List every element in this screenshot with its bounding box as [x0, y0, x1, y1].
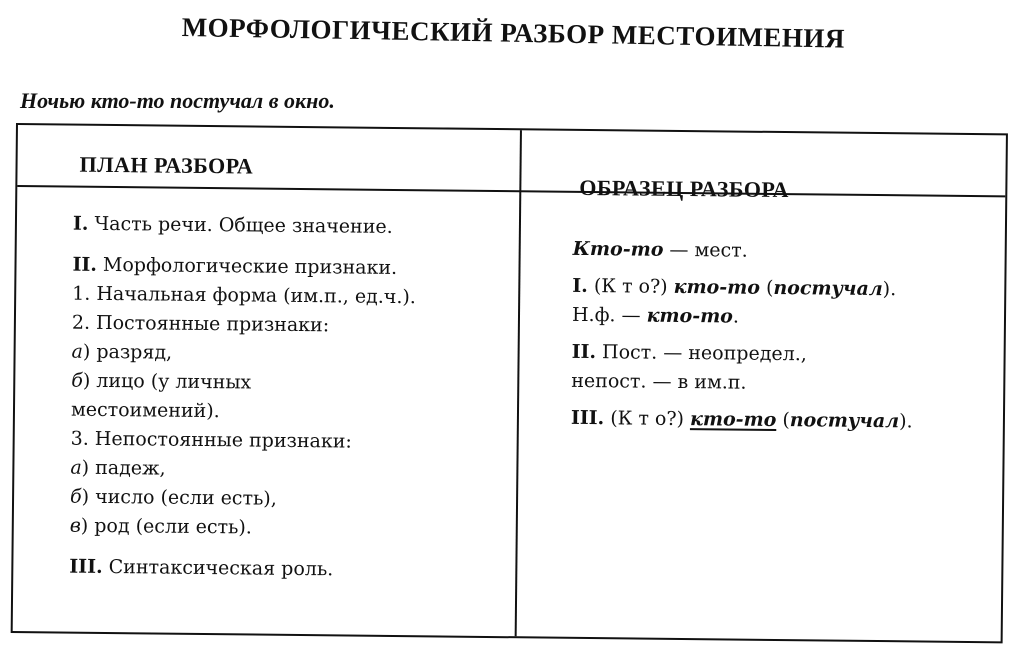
- section-number: III.: [69, 555, 103, 578]
- sample-text: ).: [882, 278, 897, 301]
- plan-column: [69, 210, 513, 587]
- plan-line: 1. Начальная форма (им.п., ед.ч.).: [72, 282, 417, 309]
- item-letter: а: [70, 456, 82, 479]
- sample-text: — мест.: [663, 238, 748, 262]
- pronoun-word: кто-то: [646, 304, 734, 328]
- item-text: ) падеж,: [81, 456, 166, 480]
- sample-line: [573, 235, 1003, 269]
- item-text: ) разряд,: [82, 340, 173, 364]
- plan-line: 2. Постоянные признаки:: [71, 311, 330, 337]
- item-text: ) число (если есть),: [81, 485, 277, 510]
- sample-line: [571, 338, 1001, 372]
- item-text: ) лицо (у личных: [82, 369, 252, 394]
- pronoun-word: кто-то: [673, 275, 761, 299]
- plan-line: [70, 512, 510, 546]
- section-number: I.: [572, 274, 588, 297]
- item-text: ) род (если есть).: [80, 514, 253, 539]
- sample-header: ОБРАЗЕЦ РАЗБОРА: [579, 174, 790, 203]
- sample-text: Пост. — неопредел.,: [595, 341, 807, 366]
- plan-header: ПЛАН РАЗБОРА: [79, 151, 254, 179]
- subject-underlined-word: кто-то: [689, 408, 777, 431]
- sample-text: (: [776, 408, 790, 432]
- item-letter: в: [69, 514, 81, 537]
- sample-line: непост. — в им.п.: [571, 369, 747, 394]
- plan-section-3: [69, 553, 509, 587]
- section-number: II.: [72, 253, 98, 276]
- header-divider: [17, 185, 1005, 197]
- item-letter: б: [69, 485, 82, 508]
- section-number: III.: [570, 406, 605, 430]
- sample-text: ).: [899, 410, 913, 433]
- question-text: (К т о?): [604, 407, 691, 431]
- pronoun-word: Кто-то: [572, 237, 664, 261]
- plan-section-2: [72, 251, 512, 285]
- verb-word: постучал: [773, 276, 883, 301]
- section-text: Часть речи. Общее значение.: [88, 212, 393, 238]
- sample-column: [571, 235, 1003, 437]
- plan-line: [70, 454, 510, 488]
- verb-word: постучал: [789, 409, 900, 433]
- section-number: II.: [571, 340, 597, 364]
- section-text: Морфологические признаки.: [96, 253, 398, 279]
- sample-line: [572, 272, 1002, 306]
- sample-line: [571, 404, 1001, 438]
- column-divider: [515, 130, 522, 636]
- analysis-table: [11, 123, 1008, 643]
- item-letter: а: [71, 340, 84, 363]
- sample-text: (: [759, 276, 774, 299]
- section-text: Синтаксическая роль.: [102, 555, 334, 581]
- section-number: I.: [72, 212, 89, 235]
- plan-line: [71, 338, 511, 372]
- plan-line: 3. Непостоянные признаки:: [70, 427, 352, 453]
- sample-line: [572, 301, 1002, 335]
- sample-text: Н.ф. —: [571, 303, 647, 327]
- question-text: (К т о?): [587, 274, 674, 298]
- example-sentence: Ночью кто-то постучал в окно.: [20, 88, 335, 113]
- plan-line: местоимений).: [70, 398, 220, 423]
- plan-line: [70, 483, 510, 517]
- page-title: МОРФОЛОГИЧЕСКИЙ РАЗБОР МЕСТОИМЕНИЯ: [181, 12, 846, 54]
- plan-section-1: [73, 210, 513, 244]
- item-letter: б: [71, 369, 84, 392]
- sample-text: .: [732, 305, 740, 328]
- plan-line: [71, 367, 511, 401]
